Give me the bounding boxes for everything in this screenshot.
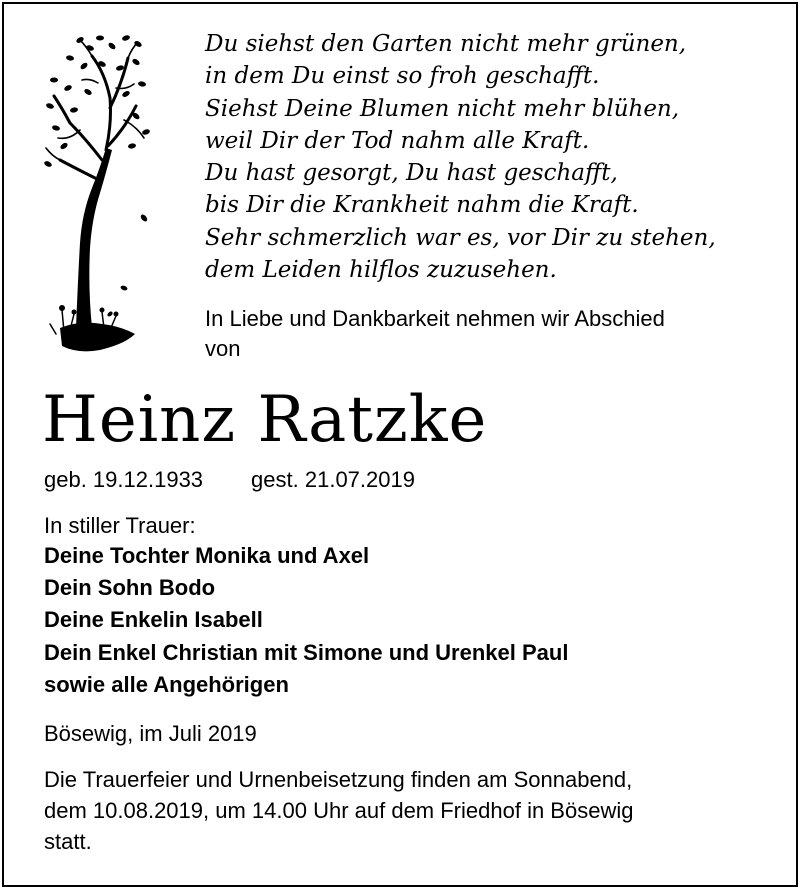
mourning-label: In stiller Trauer:: [44, 513, 196, 538]
poem-line: Du hast gesorgt, Du hast geschafft,: [205, 160, 618, 187]
farewell-text: [205, 304, 775, 364]
farewell-line-1: In Liebe und Dankbarkeit nehmen wir Abschied: [205, 306, 665, 331]
birth-date: geb. 19.12.1933: [44, 467, 204, 492]
poem-line: dem Leiden hilflos zuzusehen.: [205, 257, 557, 284]
poem-line: in dem Du einst so froh geschafft.: [205, 63, 600, 90]
mourner-entry: Deine Enkelin Isabell: [44, 607, 263, 633]
funeral-line: dem 10.08.2019, um 14.00 Uhr auf dem Friedhof in Bösewig: [44, 798, 634, 823]
poem-line: Siehst Deine Blumen nicht mehr blühen,: [205, 95, 680, 122]
poem: [205, 28, 785, 286]
deceased-name: Heinz Ratzke: [42, 383, 488, 457]
farewell-line-2: von: [205, 336, 241, 361]
poem-line: Sehr schmerzlich war es, vor Dir zu stehen,: [205, 224, 716, 251]
poem-line: Du siehst den Garten nicht mehr grünen,: [205, 31, 687, 57]
life-dates: [44, 466, 415, 494]
mourner-entry: sowie alle Angehörigen: [44, 671, 289, 697]
funeral-line: Die Trauerfeier und Urnenbeisetzung finden am Sonnabend,: [44, 767, 633, 792]
mourner-entry: Deine Tochter Monika und Axel: [44, 543, 370, 568]
funeral-notice: [44, 764, 784, 857]
poem-line: weil Dir der Tod nahm alle Kraft.: [205, 127, 590, 154]
death-date: gest. 21.07.2019: [251, 467, 415, 492]
place-and-date: Bösewig, im Juli 2019: [44, 721, 257, 746]
tree-with-falling-leaves-icon: [40, 28, 150, 363]
poem-line: bis Dir die Krankheit nahm die Kraft.: [205, 192, 639, 219]
mourner-entry: Dein Sohn Bodo: [44, 575, 216, 601]
mourners-list: [44, 540, 568, 701]
funeral-line: statt.: [44, 829, 92, 854]
mourner-entry: Dein Enkel Christian mit Simone und Urenkel Paul: [44, 639, 569, 665]
